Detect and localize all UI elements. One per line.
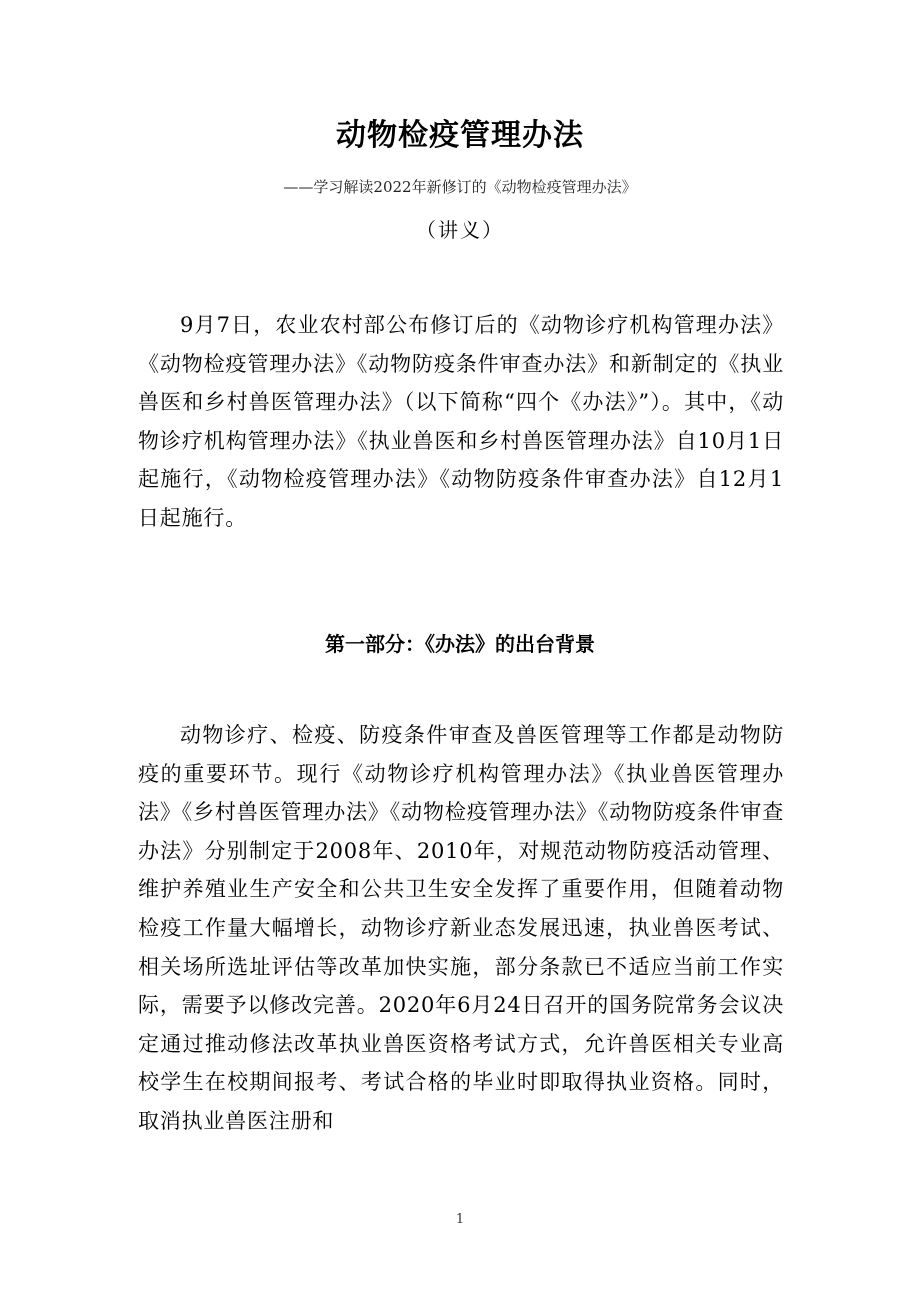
intro-paragraph: 9月7日，农业农村部公布修订后的《动物诊疗机构管理办法》《动物检疫管理办法》《动物防疫条件审查办法》和新制定的《执业兽医和乡村兽医管理办法》（以下简称“四个《办法》”）。其中，《动物诊疗机构管理办法》《执业兽医和乡村兽医管理办法》自10月1日起施行，《动物检疫管理办法》《动物防疫条件审查办法》自12月1日起施行。 [138,313,784,530]
section-heading: 第一部分：《办法》的出台背景 [325,632,595,656]
document-title: 动物检疫管理办法 [336,118,584,153]
handout-label: （讲义） [416,218,504,242]
document-subtitle: ——学习解读2022年新修订的《动物检疫管理办法》 [283,178,637,196]
page-number: 1 [455,1212,465,1227]
background-paragraph: 动物诊疗、检疫、防疫条件审查及兽医管理等工作都是动物防疫的重要环节。现行《动物诊疗机构管理办法》《执业兽医管理办法》《乡村兽医管理办法》《动物检疫管理办法》《动物防疫条件审查办法》分别制定于2008年、2010年，对规范动物防疫活动管理、维护养殖业生产安全和公共卫生安全发挥了重要作用，但随着动物检疫工作量大幅增长，动物诊疗新业态发展迅速，执业兽医考试、相关场所选址评估等改革加快实施，部分条款已不适应当前工作实际，需要予以修改完善。2020年6月24日召开的国务院常务会议决定通过推动修法改革执业兽医资格考试方式，允许兽医相关专业高校学生在校期间报考、考试合格的毕业时即取得执业资格。同时，取消执业兽医注册和 [138,723,784,1133]
